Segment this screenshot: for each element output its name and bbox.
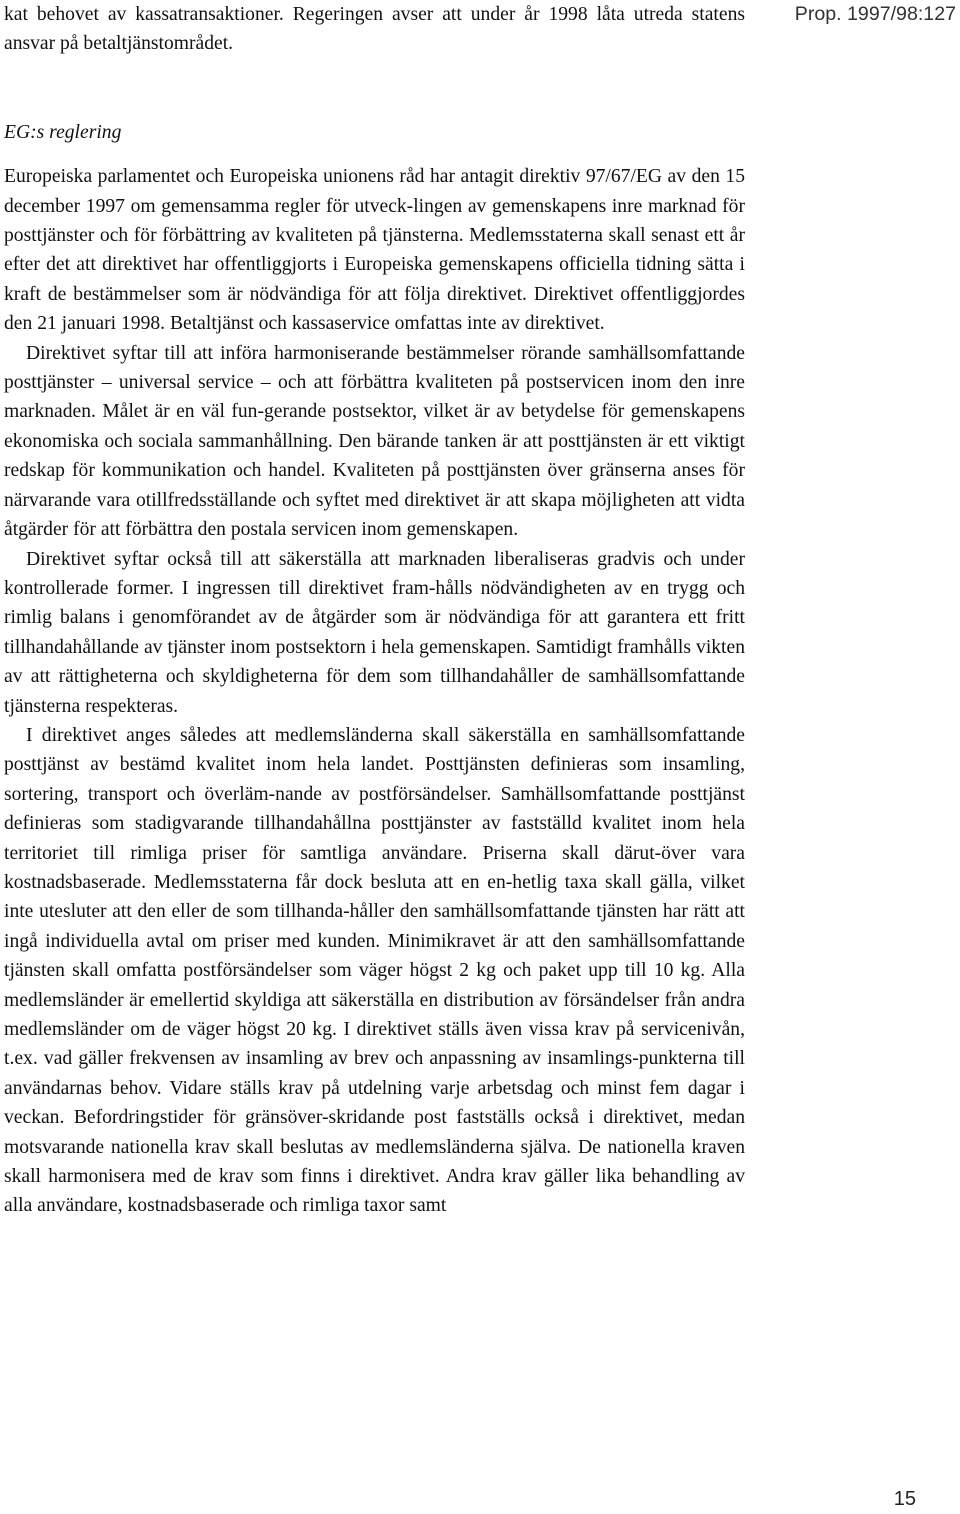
paragraph-2: Direktivet syftar till att införa harmoniserande bestämmelser rörande samhällsomfattande posttjänster – universal service – och att förbättra kvaliteten på postservicen inom den inre marknaden. Målet är en väl fun-gerande postsektor, vilket är av betydelse för gemenskapens ekonomiska och sociala sammanhållning. Den bärande tanken är att posttjänsten är ett viktigt redskap för kommunikation och handel. Kvaliteten på posttjänsten över gränserna anses för närvarande vara otillfredsställande och syftet med direktivet är att skapa möjligheten att vidta åtgärder för att förbättra den postala servicen inom gemenskapen. (4, 342, 745, 541)
section-heading: EG:s reglering (4, 121, 122, 143)
paragraph-3: Direktivet syftar också till att säkerställa att marknaden liberaliseras gradvis och under kontrollerade former. I ingressen till direktivet fram-hålls nödvändigheten av en trygg och rimlig balans i genomförandet av de åtgärder som är nödvändiga för att garantera ett fritt tillhandahållande av tjänster inom postsektorn i hela gemenskapen. Samtidigt framhålls vikten av att rättigheterna och skyldigheterna för dem som tillhandahåller de samhällsomfattande tjänsterna respekteras. (4, 548, 745, 717)
document-reference: Prop. 1997/98:127 (794, 3, 956, 25)
intro-paragraph: kat behovet av kassatransaktioner. Regeringen avser att under år 1998 låta utreda statens ansvar på betaltjänstområdet. (4, 4, 745, 55)
text-column (4, 0, 745, 1221)
paragraph-1: Europeiska parlamentet och Europeiska unionens råd har antagit direktiv 97/67/EG av den 15 december 1997 om gemensamma regler för utveck-lingen av gemenskapens inre marknad för posttjänster och för förbättring av kvaliteten på tjänsterna. Medlemsstaterna skall senast ett år efter det att direktivet har offentliggjorts i Europeiska gemenskapens officiella tidning sätta i kraft de bestämmelser som är nödvändiga för att följa direktivet. Direktivet offentliggjordes den 21 januari 1998. Betaltjänst och kassaservice omfattas inte av direktivet. (4, 166, 745, 335)
paragraph-4: I direktivet anges således att medlemsländerna skall säkerställa en samhällsomfattande posttjänst av bestämd kvalitet inom hela landet. Posttjänsten definieras som insamling, sortering, transport och överläm-nande av postförsändelser. Samhällsomfattande posttjänst definieras som stadigvarande tillhandahållna posttjänster av fastställd kvalitet inom hela territoriet till rimliga priser för samtliga användare. Priserna skall därut-över vara kostnadsbaserade. Medlemsstaterna får dock besluta att en en-hetlig taxa skall gälla, vilket inte utesluter att den eller de som tillhanda-håller den samhällsomfattande tjänsten har rätt att ingå individuella avtal om priser med kunden. Minimikravet är att den samhällsomfattande tjänsten skall omfatta postförsändelser som väger högst 2 kg och paket upp till 10 kg. Alla medlemsländer är emellertid skyldiga att säkerställa en distribution av försändelser från andra medlemsländer om de väger högst 20 kg. I direktivet ställs även vissa krav på servicenivån, t.ex. vad gäller frekvensen av insamling av brev och anpassning av insamlings-punkterna till användarnas behov. Vidare ställs krav på utdelning varje arbetsdag och minst fem dagar i veckan. Befordringstider för gränsöver-skridande post fastställs också i direktivet, medan motsvarande nationella krav skall beslutas av medlemsländerna själva. De nationella kraven skall harmonisera med de krav som finns i direktivet. Andra krav gäller lika behandling av alla användare, kostnadsbaserade och rimliga taxor samt (4, 724, 745, 1217)
page-number: 15 (893, 1488, 916, 1510)
